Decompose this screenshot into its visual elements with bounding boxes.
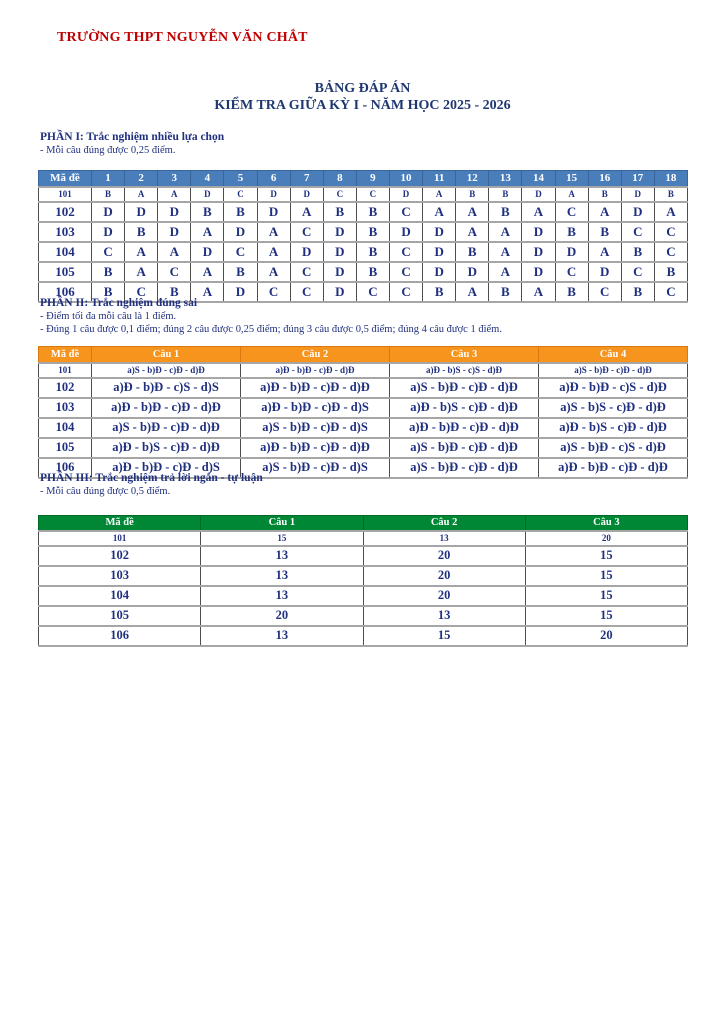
answer-cell: 15 [363, 626, 525, 646]
answer-cell: A [191, 222, 224, 242]
exam-code-cell: 106 [39, 626, 201, 646]
answer-cell: D [522, 187, 555, 202]
answer-cell: A [257, 222, 290, 242]
answer-cell: 13 [201, 566, 363, 586]
answer-cell: B [92, 187, 125, 202]
answer-cell: A [489, 222, 522, 242]
part2-table-row-101 [39, 363, 688, 378]
part1-heading: PHẦN I: Trắc nghiệm nhiều lựa chọn [40, 131, 225, 143]
answer-cell: A [456, 282, 489, 302]
answer-cell: C [224, 242, 257, 262]
exam-code-cell: 101 [39, 363, 92, 378]
answer-cell: A [456, 202, 489, 222]
part1-table-column-header: 3 [158, 171, 191, 188]
answer-cell: B [356, 222, 389, 242]
part1-table-column-header: 6 [257, 171, 290, 188]
answer-cell: D [323, 222, 356, 242]
answer-cell: 15 [525, 586, 687, 606]
answer-cell: C [290, 222, 323, 242]
answer-cell: D [423, 262, 456, 282]
answer-cell: D [522, 262, 555, 282]
answer-cell: A [588, 242, 621, 262]
answer-cell: D [257, 187, 290, 202]
exam-code-cell: 102 [39, 378, 92, 398]
answer-cell: B [92, 262, 125, 282]
part3-table-row-106 [39, 626, 688, 646]
page-title: BẢNG ĐÁP ÁN [314, 81, 411, 96]
answer-cell: D [224, 222, 257, 242]
part3-table-row-105 [39, 606, 688, 626]
part1-table-row-104 [39, 242, 688, 262]
answer-cell: a)S - b)Đ - c)Đ - d)S [241, 458, 390, 478]
answer-cell: D [323, 282, 356, 302]
answer-cell: a)S - b)Đ - c)Đ - d)Đ [390, 378, 539, 398]
answer-cell: D [389, 187, 422, 202]
answer-cell: C [92, 242, 125, 262]
answer-cell: a)S - b)Đ - c)Đ - d)Đ [390, 438, 539, 458]
part1-table-column-header: 14 [522, 171, 555, 188]
answer-cell: B [489, 202, 522, 222]
answer-cell: D [224, 282, 257, 302]
answer-cell: A [125, 262, 158, 282]
answer-cell: B [654, 262, 687, 282]
part1-table-corner-header: Mã đề [39, 171, 92, 188]
answer-cell: A [456, 222, 489, 242]
answer-cell: B [158, 282, 191, 302]
part1-table-row-103 [39, 222, 688, 242]
exam-code-cell: 106 [39, 458, 92, 478]
part1-table-column-header: 11 [423, 171, 456, 188]
exam-code-cell: 101 [39, 531, 201, 546]
answer-cell: D [323, 242, 356, 262]
answer-cell: C [323, 187, 356, 202]
answer-cell: A [125, 242, 158, 262]
answer-cell: D [191, 242, 224, 262]
part3-table-row-101 [39, 531, 688, 546]
answer-cell: a)Đ - b)S - c)Đ - d)Đ [539, 418, 688, 438]
answer-cell: B [555, 222, 588, 242]
answer-cell: 13 [201, 626, 363, 646]
exam-code-cell: 105 [39, 438, 92, 458]
part3-table-row-104 [39, 586, 688, 606]
answer-cell: D [588, 262, 621, 282]
answer-cell: A [522, 202, 555, 222]
part2-table-column-header: Câu 2 [241, 347, 390, 364]
part1-table-column-header: 10 [389, 171, 422, 188]
answer-cell: B [191, 202, 224, 222]
answer-cell: C [621, 222, 654, 242]
answer-cell: A [290, 202, 323, 222]
answer-cell: A [588, 202, 621, 222]
answer-cell: D [423, 242, 456, 262]
answer-cell: A [257, 262, 290, 282]
answer-cell: B [621, 242, 654, 262]
answer-cell: A [489, 242, 522, 262]
answer-cell: 15 [525, 566, 687, 586]
answer-cell: C [257, 282, 290, 302]
answer-cell: A [125, 187, 158, 202]
part1-table-column-header: 4 [191, 171, 224, 188]
part1-table-column-header: 1 [92, 171, 125, 188]
answer-cell: A [257, 242, 290, 262]
part3-heading: PHẦN III: Trắc nghiệm trả lời ngắn - tự luận [40, 472, 263, 484]
exam-code-cell: 102 [39, 546, 201, 566]
answer-cell: a)Đ - b)Đ - c)Đ - d)S [241, 398, 390, 418]
part1-table-column-header: 7 [290, 171, 323, 188]
answer-cell: C [654, 242, 687, 262]
answer-cell: D [290, 187, 323, 202]
part2-answer-table [38, 346, 688, 479]
answer-cell: D [158, 202, 191, 222]
part3-table-column-header: Câu 1 [201, 516, 363, 532]
part1-table-column-header: 5 [224, 171, 257, 188]
answer-cell: C [356, 187, 389, 202]
answer-cell: a)Đ - b)S - c)Đ - d)Đ [92, 438, 241, 458]
exam-code-cell: 102 [39, 202, 92, 222]
answer-cell: B [356, 242, 389, 262]
answer-cell: 20 [363, 586, 525, 606]
exam-code-cell: 105 [39, 606, 201, 626]
answer-cell: D [125, 202, 158, 222]
answer-cell: B [588, 187, 621, 202]
answer-cell: D [389, 222, 422, 242]
part2-note-2: - Đúng 1 câu được 0,1 điểm; đúng 2 câu được 0,25 điểm; đúng 3 câu được 0,5 điểm; đúng 4 câu được 1 điểm. [40, 324, 502, 335]
answer-cell: a)Đ - b)Đ - c)Đ - d)Đ [241, 378, 390, 398]
answer-cell: a)S - b)Đ - c)Đ - d)Đ [92, 363, 241, 378]
answer-cell: a)S - b)Đ - c)S - d)Đ [539, 438, 688, 458]
answer-cell: C [224, 187, 257, 202]
exam-code-cell: 106 [39, 282, 92, 302]
answer-cell: a)Đ - b)Đ - c)Đ - d)Đ [241, 363, 390, 378]
answer-cell: a)Đ - b)Đ - c)Đ - d)Đ [92, 398, 241, 418]
answer-cell: A [158, 187, 191, 202]
part2-table-column-header: Câu 1 [92, 347, 241, 364]
answer-cell: B [125, 222, 158, 242]
part3-table-column-header: Câu 2 [363, 516, 525, 532]
part3-table-row-102 [39, 546, 688, 566]
answer-cell: B [621, 282, 654, 302]
answer-cell: a)S - b)S - c)Đ - d)Đ [539, 398, 688, 418]
answer-cell: a)S - b)Đ - c)Đ - d)Đ [92, 418, 241, 438]
answer-cell: A [191, 262, 224, 282]
answer-cell: A [522, 282, 555, 302]
exam-code-cell: 105 [39, 262, 92, 282]
answer-cell: D [92, 202, 125, 222]
part1-table-column-header: 12 [456, 171, 489, 188]
answer-cell: 13 [201, 586, 363, 606]
part1-table-row-102 [39, 202, 688, 222]
answer-cell: B [489, 282, 522, 302]
answer-cell: A [158, 242, 191, 262]
answer-cell: B [456, 187, 489, 202]
answer-cell: D [92, 222, 125, 242]
answer-cell: C [389, 282, 422, 302]
answer-cell: 13 [201, 546, 363, 566]
answer-cell: C [389, 242, 422, 262]
exam-code-cell: 103 [39, 222, 92, 242]
answer-cell: D [191, 187, 224, 202]
answer-cell: D [290, 242, 323, 262]
part1-table-column-header: 9 [356, 171, 389, 188]
part2-note-1: - Điểm tối đa mỗi câu là 1 điểm. [40, 311, 177, 322]
answer-cell: B [323, 202, 356, 222]
part1-table-column-header: 13 [489, 171, 522, 188]
part1-table-header-row [39, 171, 688, 188]
part3-table-row-103 [39, 566, 688, 586]
exam-code-cell: 101 [39, 187, 92, 202]
answer-cell: A [654, 202, 687, 222]
part1-table-column-header: 2 [125, 171, 158, 188]
answer-cell: C [158, 262, 191, 282]
answer-cell: B [654, 187, 687, 202]
school-name: TRƯỜNG THPT NGUYỄN VĂN CHẮT [57, 30, 308, 45]
answer-cell: B [423, 282, 456, 302]
answer-cell: a)S - b)Đ - c)Đ - d)Đ [390, 458, 539, 478]
answer-cell: a)Đ - b)S - c)S - d)Đ [390, 363, 539, 378]
answer-cell: a)Đ - b)Đ - c)S - d)Đ [539, 378, 688, 398]
part2-table-row-103 [39, 398, 688, 418]
exam-code-cell: 104 [39, 242, 92, 262]
exam-code-cell: 103 [39, 398, 92, 418]
answer-cell: a)Đ - b)Đ - c)Đ - d)Đ [241, 438, 390, 458]
answer-cell: a)Đ - b)Đ - c)S - d)S [92, 378, 241, 398]
part3-table-column-header: Câu 3 [525, 516, 687, 532]
answer-cell: a)S - b)Đ - c)Đ - d)S [241, 418, 390, 438]
answer-cell: a)Đ - b)S - c)Đ - d)Đ [390, 398, 539, 418]
answer-cell: D [621, 202, 654, 222]
answer-cell: C [621, 262, 654, 282]
part1-table-column-header: 15 [555, 171, 588, 188]
answer-cell: B [489, 187, 522, 202]
answer-cell: B [555, 282, 588, 302]
answer-cell: C [389, 262, 422, 282]
part2-table-row-105 [39, 438, 688, 458]
answer-cell: B [92, 282, 125, 302]
exam-code-cell: 103 [39, 566, 201, 586]
part2-table-column-header: Câu 4 [539, 347, 688, 364]
answer-cell: B [224, 202, 257, 222]
answer-cell: B [356, 262, 389, 282]
answer-cell: 15 [201, 531, 363, 546]
part2-table-row-104 [39, 418, 688, 438]
answer-cell: 20 [525, 531, 687, 546]
answer-cell: B [224, 262, 257, 282]
part2-table-row-102 [39, 378, 688, 398]
answer-cell: 13 [363, 606, 525, 626]
part1-answer-table [38, 170, 688, 303]
exam-code-cell: 104 [39, 418, 92, 438]
answer-cell: B [356, 202, 389, 222]
exam-code-cell: 104 [39, 586, 201, 606]
part2-table-header-row [39, 347, 688, 364]
part1-table-row-105 [39, 262, 688, 282]
part3-answer-table [38, 515, 688, 647]
part1-table-column-header: 8 [323, 171, 356, 188]
part2-table-corner-header: Mã đề [39, 347, 92, 364]
answer-cell: A [555, 187, 588, 202]
answer-cell: D [158, 222, 191, 242]
part3-note: - Mỗi câu đúng được 0,5 điểm. [40, 486, 171, 497]
answer-cell: D [257, 202, 290, 222]
answer-cell: D [522, 222, 555, 242]
answer-cell: A [489, 262, 522, 282]
title-block [0, 80, 725, 114]
answer-cell: a)S - b)Đ - c)Đ - d)Đ [539, 363, 688, 378]
answer-cell: D [522, 242, 555, 262]
part2-table-column-header: Câu 3 [390, 347, 539, 364]
answer-cell: D [555, 242, 588, 262]
answer-cell: C [654, 222, 687, 242]
page-subtitle: KIỂM TRA GIỮA KỲ I - NĂM HỌC 2025 - 2026 [214, 98, 511, 113]
answer-cell: C [654, 282, 687, 302]
part2-heading: PHẦN II: Trắc nghiệm đúng sai [40, 297, 198, 309]
answer-cell: a)Đ - b)Đ - c)Đ - d)Đ [390, 418, 539, 438]
answer-cell: 15 [525, 606, 687, 626]
part3-table-corner-header: Mã đề [39, 516, 201, 532]
answer-cell: D [456, 262, 489, 282]
answer-cell: D [423, 222, 456, 242]
answer-cell: C [588, 282, 621, 302]
answer-cell: D [323, 262, 356, 282]
answer-cell: a)Đ - b)Đ - c)Đ - d)Đ [539, 458, 688, 478]
answer-cell: C [555, 202, 588, 222]
answer-cell: B [456, 242, 489, 262]
answer-cell: 20 [363, 546, 525, 566]
answer-cell: C [356, 282, 389, 302]
answer-cell: A [423, 202, 456, 222]
part1-note: - Mỗi câu đúng được 0,25 điểm. [40, 145, 176, 156]
part1-table-row-101 [39, 187, 688, 202]
answer-cell: 20 [525, 626, 687, 646]
answer-cell: 20 [363, 566, 525, 586]
answer-cell: C [290, 282, 323, 302]
answer-cell: C [389, 202, 422, 222]
part1-table-column-header: 17 [621, 171, 654, 188]
answer-cell: A [191, 282, 224, 302]
answer-cell: C [290, 262, 323, 282]
answer-cell: C [555, 262, 588, 282]
answer-cell: 15 [525, 546, 687, 566]
answer-cell: 13 [363, 531, 525, 546]
answer-cell: D [621, 187, 654, 202]
part1-table-column-header: 18 [654, 171, 687, 188]
part3-table-header-row [39, 516, 688, 532]
answer-cell: C [125, 282, 158, 302]
answer-cell: A [423, 187, 456, 202]
answer-cell: a)Đ - b)Đ - c)Đ - d)S [92, 458, 241, 478]
answer-cell: B [588, 222, 621, 242]
answer-cell: 20 [201, 606, 363, 626]
part1-table-column-header: 16 [588, 171, 621, 188]
